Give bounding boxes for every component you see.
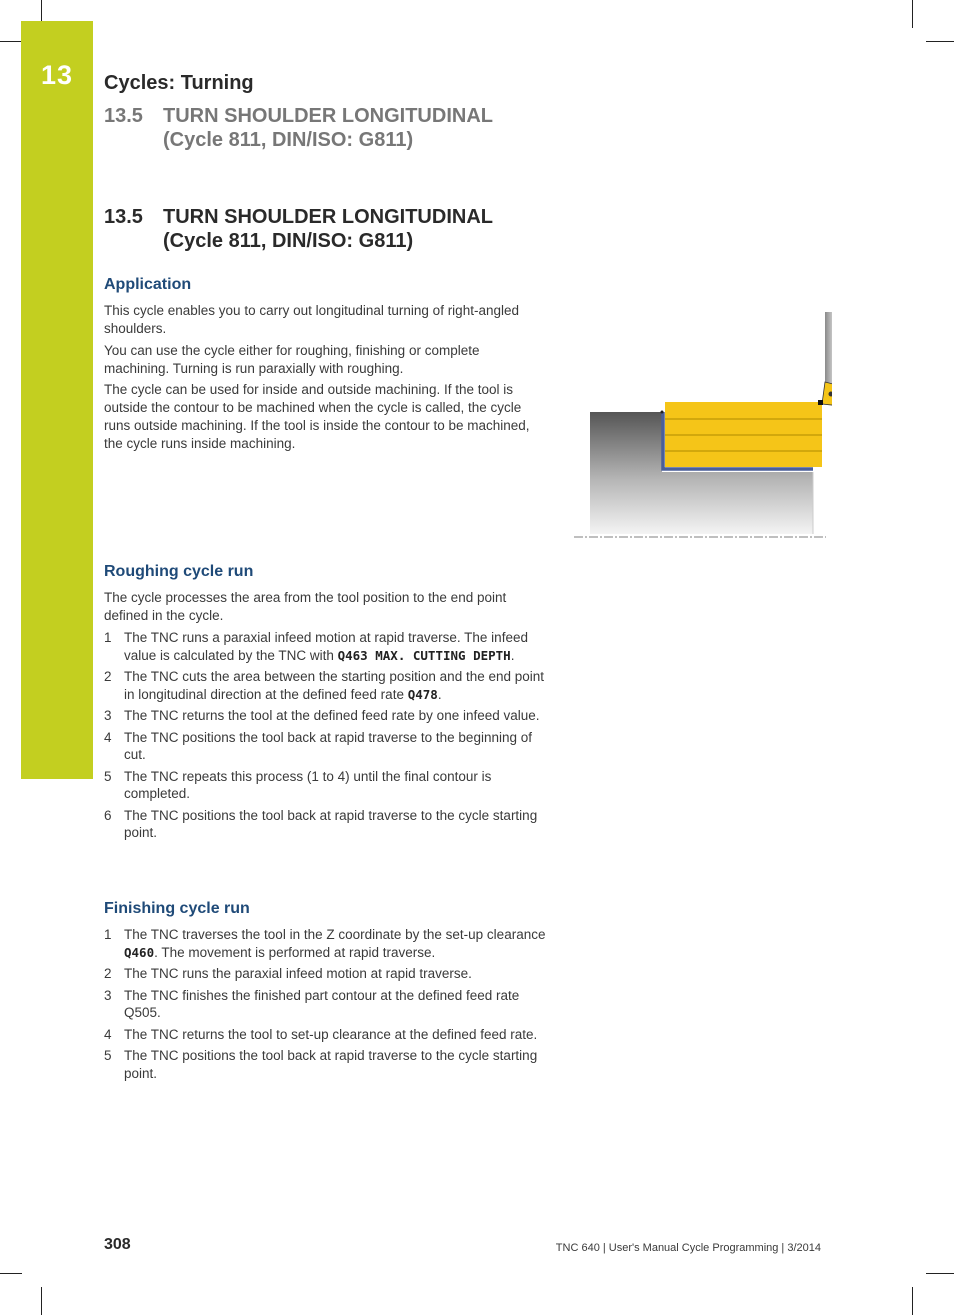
finishing-heading: Finishing cycle run xyxy=(104,900,250,917)
crop-mark xyxy=(926,41,954,42)
q-parameter-code: Q463 MAX. CUTTING DEPTH xyxy=(337,647,511,663)
running-section-number: 13.5 xyxy=(104,105,143,127)
running-section-line2: (Cycle 811, DIN/ISO: G811) xyxy=(163,129,414,151)
crop-mark xyxy=(0,41,22,42)
turning-tool xyxy=(818,312,832,406)
crop-mark xyxy=(41,1287,42,1315)
finishing-steps xyxy=(104,926,549,1086)
list-item: 2 The TNC cuts the area between the starting position and the end point in longitudinal direction at the defined feed rate Q478. xyxy=(104,669,545,702)
list-item: 2 The TNC runs the paraxial infeed motion at rapid traverse. xyxy=(104,966,472,981)
roughing-heading: Roughing cycle run xyxy=(104,563,254,580)
material-to-remove xyxy=(665,402,822,467)
section-number: 13.5 xyxy=(104,206,143,228)
section-title-line1: TURN SHOULDER LONGITUDINAL xyxy=(163,206,493,228)
turning-shoulder-illustration xyxy=(570,308,832,544)
running-section-line1: TURN SHOULDER LONGITUDINAL xyxy=(163,105,493,127)
footer-text: TNC 640 | User's Manual Cycle Programming | 3/2014 xyxy=(555,1242,821,1254)
list-item: 5 The TNC positions the tool back at rapid traverse to the cycle starting point. xyxy=(104,1048,538,1081)
q-parameter-code: Q460 xyxy=(124,944,155,960)
running-section-title xyxy=(104,104,493,152)
chapter-number: 13 xyxy=(40,60,74,90)
q-parameter-code: Q478 xyxy=(407,686,438,702)
application-paragraph-1: This cycle enables you to carry out longitudinal turning of right-angled shoulders. xyxy=(104,303,519,336)
list-item: 5 The TNC repeats this process (1 to 4) until the final contour is completed. xyxy=(104,768,492,801)
roughing-intro: The cycle processes the area from the tool position to the end point defined in the cycle. xyxy=(104,590,507,623)
roughing-steps xyxy=(104,629,549,846)
page-number: 308 xyxy=(104,1236,131,1253)
chapter-tab xyxy=(21,21,93,779)
end-point-marker xyxy=(661,411,664,414)
list-item: 1 The TNC runs a paraxial infeed motion at rapid traverse. The infeed value is calculated by the TNC with Q463 MAX. CUTTING DEPTH. xyxy=(104,630,528,663)
crop-mark xyxy=(912,1287,913,1315)
list-item: 1 The TNC traverses the tool in the Z coordinate by the set-up clearance Q460. The movement is performed at rapid traverse. xyxy=(104,927,546,960)
running-chapter-title: Cycles: Turning xyxy=(104,72,254,94)
list-item: 6 The TNC positions the tool back at rapid traverse to the cycle starting point. xyxy=(104,807,538,840)
section-title-line2: (Cycle 811, DIN/ISO: G811) xyxy=(163,230,414,252)
application-paragraph-3: The cycle can be used for inside and outside machining. If the tool is outside the contour to be machined when the cycle is called, the cycle runs outside machining. If the tool is inside the contour to be machined, the cycle runs inside machining. xyxy=(104,382,530,451)
application-heading: Application xyxy=(104,276,192,293)
crop-mark xyxy=(926,1273,954,1274)
list-item: 4 The TNC positions the tool back at rapid traverse to the beginning of cut. xyxy=(104,729,532,762)
crop-mark xyxy=(0,1273,22,1274)
crop-mark xyxy=(912,0,913,28)
list-item: 4 The TNC returns the tool to set-up clearance at the defined feed rate. xyxy=(104,1026,538,1042)
list-item: 3 The TNC finishes the finished part contour at the defined feed rate Q505. xyxy=(104,987,520,1020)
application-paragraph-2: You can use the cycle either for roughing, finishing or complete machining. Turning is run paraxially with roughing. xyxy=(104,343,480,376)
list-item: 3 The TNC returns the tool at the defined feed rate by one infeed value. xyxy=(104,708,540,723)
crop-mark xyxy=(41,0,42,22)
section-title xyxy=(104,205,493,253)
